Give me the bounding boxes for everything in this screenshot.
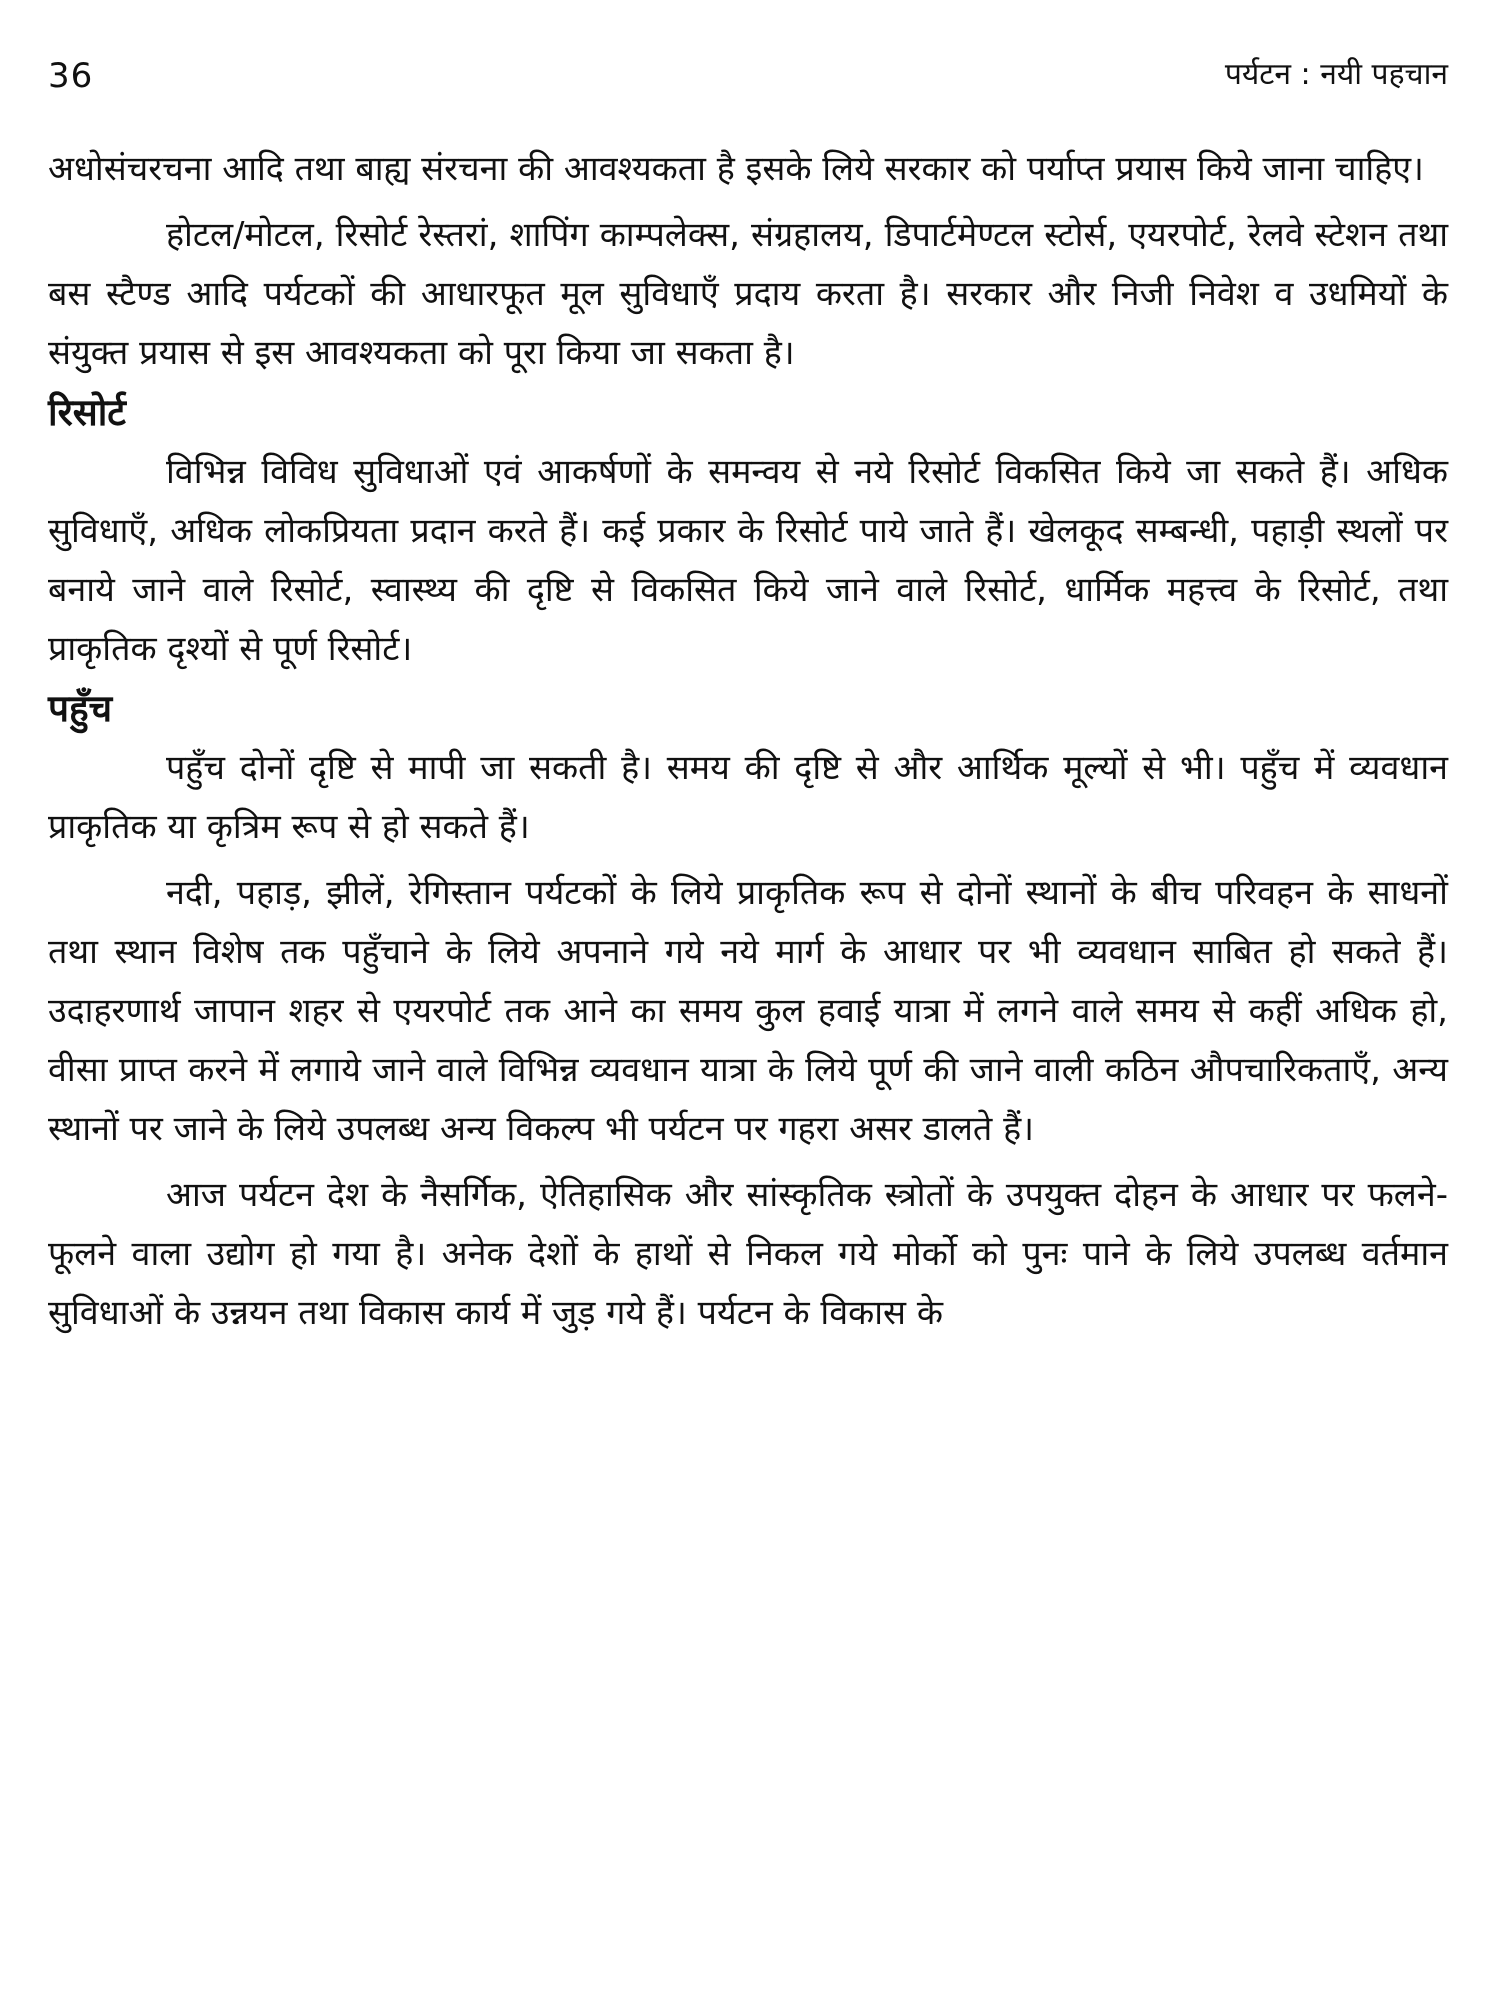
page-number: 36	[48, 56, 94, 96]
page-body	[48, 140, 1448, 1343]
intro-paragraph-1: अधोसंचरचना आदि तथा बाह्य संरचना की आवश्यकता है इसके लिये सरकार को पर्याप्त प्रयास किये जाना चाहिए।	[48, 149, 1424, 189]
access-paragraph-2: नदी, पहाड़, झीलें, रेगिस्तान पर्यटकों के लिये प्राकृतिक रूप से दोनों स्थानों के बीच परिवहन के साधनों तथा स्थान विशेष तक पहुँचाने के लिये अपनाने गये नये मार्ग के आधार पर भी व्यवधान साबित हो सकते हैं। उदाहरणार्थ जापान शहर से एयरपोर्ट तक आने का समय कुल हवाई यात्रा में लगने वाले समय से कहीं अधिक हो, वीसा प्राप्त करने में लगाये जाने वाले विभिन्न व्यवधान यात्रा के लिये पूर्ण की जाने वाली कठिन औपचारिकताएँ, अन्य स्थानों पर जाने के लिये उपलब्ध अन्य विकल्प भी पर्यटन पर गहरा असर डालते हैं।	[48, 873, 1448, 1149]
resort-paragraph: विभिन्न विविध सुविधाओं एवं आकर्षणों के समन्वय से नये रिसोर्ट विकसित किये जा सकते हैं। अधिक सुविधाएँ, अधिक लोकप्रियता प्रदान करते हैं। कई प्रकार के रिसोर्ट पाये जाते हैं। खेलकूद सम्बन्धी, पहाड़ी स्थलों पर बनाये जाने वाले रिसोर्ट, स्वास्थ्य की दृष्टि से विकसित किये जाने वाले रिसोर्ट, धार्मिक महत्त्व के रिसोर्ट, तथा प्राकृतिक दृश्यों से पूर्ण रिसोर्ट।	[48, 452, 1448, 669]
page-header	[48, 52, 1448, 102]
running-title: पर्यटन : नयी पहचान	[1224, 57, 1448, 92]
intro-paragraph-2: होटल/मोटल, रिसोर्ट रेस्तरां, शापिंग काम्पलेक्स, संग्रहालय, डिपार्टमेण्टल स्टोर्स, एयरपोर्ट, रेलवे स्टेशन तथा बस स्टैण्ड आदि पर्यटकों की आधारफूत मूल सुविधाएँ प्रदाय करता है। सरकार और निजी निवेश व उधमियों के संयुक्त प्रयास से इस आवश्यकता को पूरा किया जा सकता है।	[48, 215, 1448, 373]
access-paragraph-3: आज पर्यटन देश के नैसर्गिक, ऐतिहासिक और सांस्कृतिक स्त्रोतों के उपयुक्त दोहन के आधार पर फलने-फूलने वाला उद्योग हो गया है। अनेक देशों के हाथों से निकल गये मोर्को को पुनः पाने के लिये उपलब्ध वर्तमान सुविधाओं के उन्नयन तथा विकास कार्य में जुड़ गये हैं। पर्यटन के विकास के	[48, 1175, 1448, 1333]
access-paragraph-1: पहुँच दोनों दृष्टि से मापी जा सकती है। समय की दृष्टि से और आर्थिक मूल्यों से भी। पहुँच में व्यवधान प्राकृतिक या कृत्रिम रूप से हो सकते हैं।	[48, 748, 1448, 847]
section-heading-resort: रिसोर्ट	[48, 391, 126, 434]
section-heading-access: पहुँच	[48, 687, 113, 730]
